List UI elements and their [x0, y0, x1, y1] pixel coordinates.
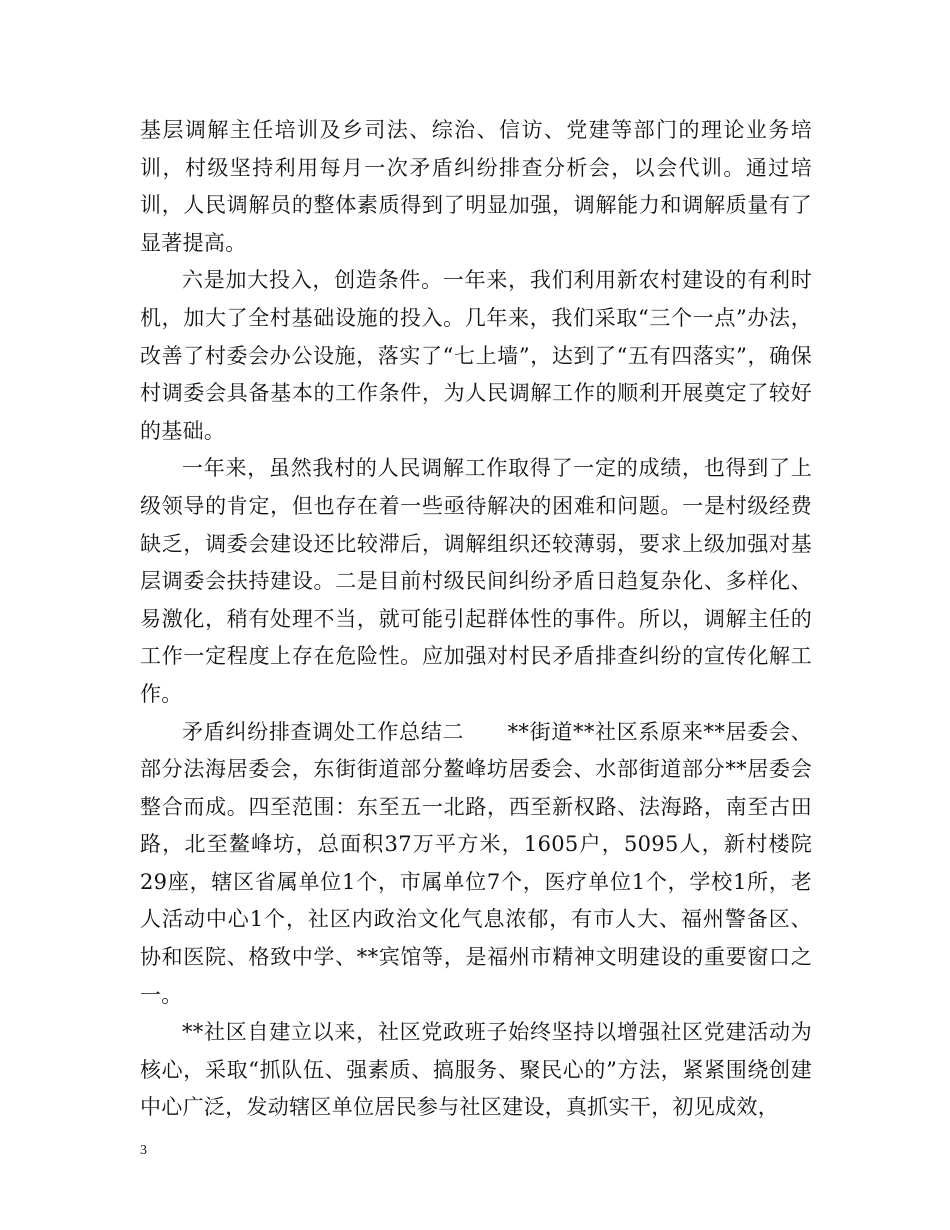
page-number: 3	[140, 1143, 147, 1158]
paragraph-1: 基层调解主任培训及乡司法、综治、信访、党建等部门的理论业务培训，村级坚持利用每月一次矛盾纠纷排查分析会，以会代训。通过培训，人民调解员的整体素质得到了明显加强，调解能力和调解质量有了显著提高。	[140, 118, 812, 255]
paragraph-4: 矛盾纠纷排查调处工作总结二 **街道**社区系原来**居委会、部分法海居委会，东街街道部分鳌峰坊居委会、水部街道部分**居委会整合而成。四至范围：东至五一北路，西至新权路、法海路，南至古田路，北至鳌峰坊，总面积37万平方米，1605户，5095人，新村楼院29座，辖区省属单位1个，市属单位7个，医疗单位1个，学校1所，老人活动中心1个，社区内政治文化气息浓郁，有市人大、福州警备区、协和医院、格致中学、**宾馆等，是福州市精神文明建设的重要窗口之一。	[140, 719, 812, 1007]
paragraph-3: 一年来，虽然我村的人民调解工作取得了一定的成绩，也得到了上级领导的肯定，但也存在着一些亟待解决的困难和问题。一是村级经费缺乏，调委会建设还比较滞后，调解组织还较薄弱，要求上级加强对基层调委会扶持建设。二是目前村级民间纠纷矛盾日趋复杂化、多样化、易激化，稍有处理不当，就可能引起群体性的事件。所以，调解主任的工作一定程度上存在危险性。应加强对村民矛盾排查纠纷的宣传化解工作。	[140, 456, 812, 706]
document-body	[140, 112, 812, 1127]
paragraph-5: **社区自建立以来，社区党政班子始终坚持以增强社区党建活动为核心，采取“抓队伍、强素质、搞服务、聚民心的”方法，紧紧围绕创建中心广泛，发动辖区单位居民参与社区建设，真抓实干，初见成效，	[140, 1020, 812, 1120]
paragraph-2: 六是加大投入，创造条件。一年来，我们利用新农村建设的有利时机，加大了全村基础设施的投入。几年来，我们采取“三个一点”办法，改善了村委会办公设施，落实了“七上墙”，达到了“五有四落实”，确保村调委会具备基本的工作条件，为人民调解工作的顺利开展奠定了较好的基础。	[140, 268, 812, 443]
